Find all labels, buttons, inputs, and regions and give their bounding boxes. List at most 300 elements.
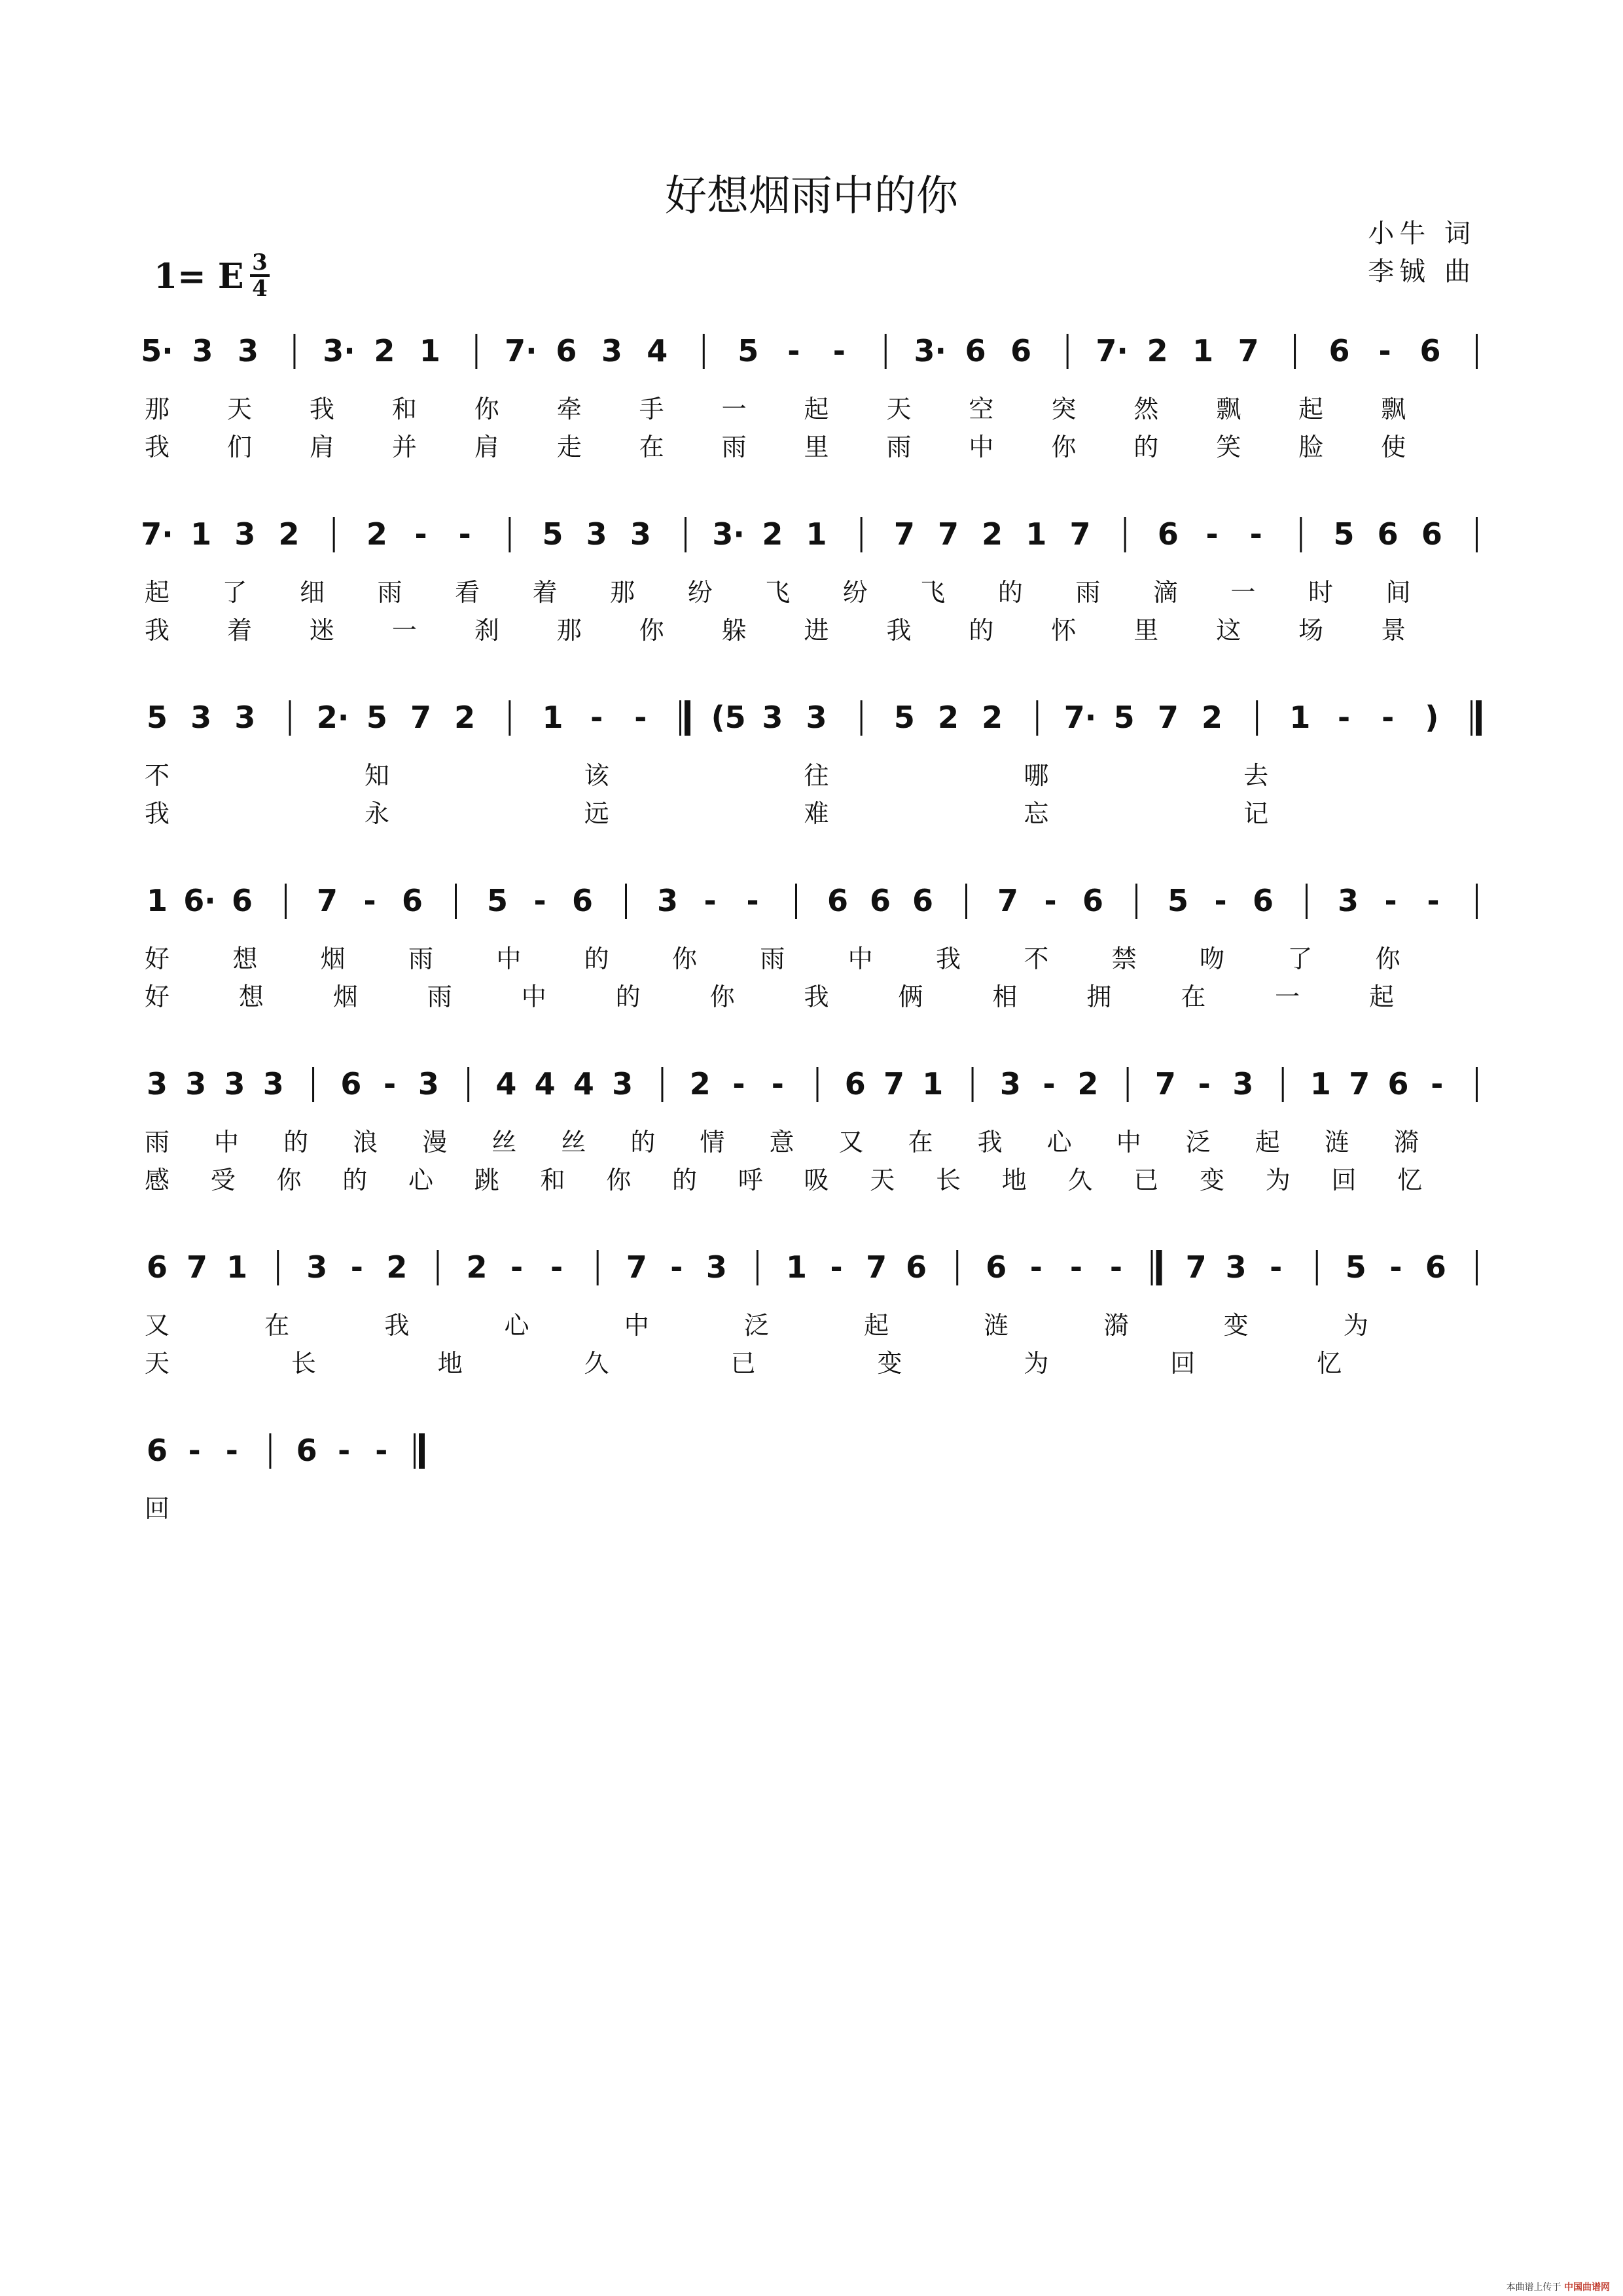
- key-signature: 1= E: [154, 257, 244, 296]
- lyric-char: 心: [504, 1311, 529, 1340]
- note: 1: [1192, 333, 1214, 368]
- barline: [1476, 1250, 1478, 1285]
- note: -: [634, 700, 647, 735]
- note: 6: [1377, 516, 1399, 552]
- note: ): [1425, 700, 1439, 735]
- lyric-char: 那: [145, 395, 170, 423]
- lyric-char: 了: [1287, 944, 1313, 973]
- lyric-char: 中: [624, 1311, 649, 1340]
- lyric-char: 变: [1223, 1311, 1249, 1340]
- lyric-char: 心: [1046, 1128, 1072, 1157]
- lyric-char: 该: [584, 761, 609, 790]
- barline: [293, 334, 295, 369]
- note: -: [225, 1433, 238, 1468]
- note: 6: [1329, 333, 1350, 368]
- lyric-char: 和: [391, 395, 417, 423]
- lyric-char: 起: [864, 1311, 889, 1340]
- barline: [685, 517, 687, 552]
- barline: [861, 700, 863, 736]
- lyric-char: 雨: [760, 944, 785, 973]
- note: 6: [146, 1249, 168, 1285]
- note: 1: [542, 700, 563, 735]
- lyric-char: 为: [1343, 1311, 1368, 1340]
- lyric-verse-1: [0, 389, 1623, 425]
- notation-row: [0, 699, 1623, 751]
- note: 6: [1157, 516, 1179, 552]
- lyric-char: 俩: [898, 982, 923, 1011]
- note: 6: [1419, 333, 1441, 368]
- lyric-char: 情: [700, 1128, 725, 1157]
- lyric-char: 们: [226, 433, 252, 461]
- lyric-char: 雨: [408, 944, 434, 973]
- note: -: [1214, 883, 1227, 918]
- lyric-char: 怀: [1051, 616, 1077, 645]
- lyric-char: 然: [1133, 395, 1159, 423]
- note: -: [830, 1249, 843, 1285]
- lyric-char: 长: [936, 1166, 961, 1194]
- lyric-char: 在: [639, 433, 664, 461]
- lyric-char: 好: [145, 944, 170, 973]
- lyric-char: 的: [672, 1166, 698, 1194]
- note: 3: [224, 1066, 245, 1102]
- note: 5: [366, 700, 387, 735]
- lyric-verse-1: [0, 755, 1623, 792]
- lyric-char: 雨: [377, 578, 402, 607]
- lyric-char: 飘: [1381, 395, 1406, 423]
- note: 5·: [141, 333, 173, 368]
- lyric-char: 的: [584, 944, 609, 973]
- note: 1: [785, 1249, 807, 1285]
- note: (5: [711, 700, 746, 735]
- notation-row: [0, 1249, 1623, 1301]
- note: 1: [806, 516, 827, 552]
- note: -: [1109, 1249, 1123, 1285]
- note: 5: [1345, 1249, 1366, 1285]
- note: 5: [542, 516, 563, 552]
- note: 6: [296, 1433, 317, 1468]
- note: 3: [999, 1066, 1021, 1102]
- note: 1: [922, 1066, 944, 1102]
- lyric-char: 着: [532, 578, 558, 607]
- note: 3: [190, 700, 212, 735]
- note: 3: [1225, 1249, 1247, 1285]
- lyric-char: 的: [1133, 433, 1159, 461]
- score-line: [0, 1432, 1623, 1641]
- notation-row: [0, 516, 1623, 568]
- lyric-char: 起: [1255, 1128, 1280, 1157]
- lyric-char: 烟: [332, 982, 358, 1011]
- note: 2: [982, 700, 1003, 735]
- lyric-verse-1: [0, 1488, 1623, 1525]
- score-line: [0, 1066, 1623, 1275]
- note: 3: [262, 1066, 284, 1102]
- note: 2: [278, 516, 300, 552]
- note: 7: [1185, 1249, 1207, 1285]
- lyric-char: 又: [145, 1311, 170, 1340]
- lyric-char: 景: [1381, 616, 1406, 645]
- lyric-char: 记: [1243, 799, 1269, 828]
- lyric-char: 躲: [721, 616, 747, 645]
- note: 3: [146, 1066, 168, 1102]
- lyric-char: 天: [226, 395, 252, 423]
- barline: [1282, 1067, 1284, 1102]
- lyric-char: 拥: [1086, 982, 1112, 1011]
- barline: [455, 884, 457, 919]
- lyric-char: 雨: [1075, 578, 1101, 607]
- barline: [861, 517, 863, 552]
- lyric-char: 你: [709, 982, 735, 1011]
- lyric-char: 飞: [920, 578, 946, 607]
- note: 3·: [712, 516, 745, 552]
- lyric-char: 一: [721, 395, 747, 423]
- lyric-char: 回: [1170, 1349, 1196, 1378]
- barline: [414, 1433, 425, 1469]
- time-signature-top: 3: [252, 249, 268, 276]
- lyric-char: 回: [1331, 1166, 1357, 1194]
- note: 1: [419, 333, 440, 368]
- lyric-char: 久: [584, 1349, 609, 1378]
- note: -: [670, 1249, 683, 1285]
- note: 5: [1113, 700, 1135, 735]
- barline: [817, 1067, 819, 1102]
- lyric-char: 的: [283, 1128, 309, 1157]
- lyric-char: 心: [408, 1166, 434, 1194]
- barline: [333, 517, 335, 552]
- note: 6: [1421, 516, 1442, 552]
- lyric-char: 刹: [474, 616, 499, 645]
- note: 1: [146, 883, 168, 918]
- lyric-char: 肩: [474, 433, 499, 461]
- note: 6: [1425, 1249, 1446, 1285]
- lyric-verse-2: [0, 427, 1623, 463]
- lyric-char: 牵: [556, 395, 582, 423]
- score-line: [0, 516, 1623, 725]
- note: 5: [486, 883, 508, 918]
- note: 2·: [316, 700, 349, 735]
- note: 6: [906, 1249, 927, 1285]
- note: -: [771, 1066, 784, 1102]
- barline: [885, 334, 887, 369]
- barline: [703, 334, 705, 369]
- lyric-char: 那: [556, 616, 582, 645]
- lyric-char: 为: [1265, 1166, 1291, 1194]
- lyric-char: 使: [1381, 433, 1406, 461]
- note: 3: [762, 700, 783, 735]
- note: 3: [1337, 883, 1359, 918]
- note: -: [1043, 1066, 1056, 1102]
- song-title: 好想烟雨中的你: [665, 172, 958, 221]
- note: -: [1069, 1249, 1082, 1285]
- note: 6: [869, 883, 891, 918]
- lyric-char: 起: [1298, 395, 1324, 423]
- lyric-char: 地: [437, 1349, 463, 1378]
- note: 3: [306, 1249, 328, 1285]
- lyric-char: 相: [992, 982, 1018, 1011]
- lyric-char: 迷: [309, 616, 334, 645]
- lyric-char: 天: [870, 1166, 895, 1194]
- lyric-char: 的: [997, 578, 1023, 607]
- score-line: [0, 1249, 1623, 1458]
- lyric-char: 天: [886, 395, 912, 423]
- lyric-char: 我: [384, 1311, 410, 1340]
- lyric-char: 我: [936, 944, 961, 973]
- lyric-char: 在: [908, 1128, 933, 1157]
- note: -: [1249, 516, 1262, 552]
- barline: [1476, 884, 1478, 919]
- barline: [437, 1250, 438, 1285]
- note: 3: [185, 1066, 207, 1102]
- lyric-char: 起: [145, 578, 170, 607]
- lyric-char: 场: [1298, 616, 1324, 645]
- lyric-char: 忆: [1397, 1166, 1423, 1194]
- lyric-char: 的: [342, 1166, 368, 1194]
- lyric-char: 雨: [721, 433, 747, 461]
- barline: [625, 884, 627, 919]
- barline: [679, 700, 690, 736]
- note: 5: [1333, 516, 1355, 552]
- lyric-char: 空: [969, 395, 994, 423]
- note: 7: [997, 883, 1019, 918]
- note: 6: [231, 883, 253, 918]
- lyric-verse-2: [0, 610, 1623, 647]
- lyric-verse-1: [0, 572, 1623, 609]
- note: 6: [965, 333, 986, 368]
- note: -: [1198, 1066, 1211, 1102]
- note: -: [1389, 1249, 1402, 1285]
- lyric-char: 已: [1133, 1166, 1159, 1194]
- lyric-char: 远: [584, 799, 609, 828]
- composer-credit: 李铖 曲: [1368, 257, 1476, 287]
- lyric-char: 中: [496, 944, 522, 973]
- lyric-verse-2: [0, 977, 1623, 1013]
- note: 6: [827, 883, 849, 918]
- note: 3: [656, 883, 679, 918]
- note: 7: [866, 1249, 887, 1285]
- lyric-char: 不: [145, 761, 170, 790]
- note: 3: [705, 1249, 727, 1285]
- lyric-char: 的: [969, 616, 994, 645]
- lyric-char: 我: [886, 616, 912, 645]
- note: -: [188, 1433, 201, 1468]
- note: -: [1382, 700, 1395, 735]
- lyric-char: 的: [630, 1128, 656, 1157]
- lyric-char: 你: [672, 944, 698, 973]
- footer-text: 本曲谱上传于: [1506, 2282, 1561, 2293]
- note: 1: [1026, 516, 1047, 552]
- lyric-char: 长: [291, 1349, 316, 1378]
- lyric-char: 里: [1133, 616, 1159, 645]
- lyric-char: 飘: [1216, 395, 1241, 423]
- barline: [1471, 700, 1482, 736]
- lyric-char: 起: [1369, 982, 1395, 1011]
- note: -: [458, 516, 471, 552]
- note: -: [1029, 1249, 1043, 1285]
- note: 5: [146, 700, 168, 735]
- lyric-char: 为: [1024, 1349, 1049, 1378]
- lyric-char: 漫: [422, 1128, 448, 1157]
- lyric-char: 在: [1181, 982, 1206, 1011]
- note: 4: [495, 1066, 517, 1102]
- note: -: [1270, 1249, 1283, 1285]
- note: -: [704, 883, 717, 918]
- note: -: [363, 883, 376, 918]
- note: 2: [386, 1249, 408, 1285]
- note: 3: [1232, 1066, 1254, 1102]
- barline: [1067, 334, 1069, 369]
- note: 2: [689, 1066, 711, 1102]
- credits: [1368, 215, 1476, 291]
- barline: [972, 1067, 974, 1102]
- barline: [508, 517, 510, 552]
- notation-row: [0, 1066, 1623, 1118]
- notation-row: [0, 332, 1623, 385]
- time-signature: [250, 251, 270, 300]
- lyric-char: 起: [804, 395, 829, 423]
- note: 5: [1167, 883, 1189, 918]
- note: 2: [1147, 333, 1168, 368]
- note: 3: [234, 700, 256, 735]
- lyric-verse-2: [0, 1343, 1623, 1380]
- note: 1: [190, 516, 212, 552]
- lyric-char: 了: [222, 578, 247, 607]
- lyric-char: 我: [145, 799, 170, 828]
- time-signature-bottom: 4: [252, 276, 268, 302]
- lyric-char: 的: [615, 982, 641, 1011]
- lyric-char: 中: [521, 982, 546, 1011]
- lyric-char: 里: [804, 433, 829, 461]
- note: -: [732, 1066, 745, 1102]
- barline: [1294, 334, 1296, 369]
- lyric-char: 涟: [1324, 1128, 1349, 1157]
- lyric-char: 久: [1067, 1166, 1093, 1194]
- lyric-char: 变: [877, 1349, 902, 1378]
- note: -: [1378, 333, 1391, 368]
- note: 7: [410, 700, 432, 735]
- note: 2: [762, 516, 783, 552]
- note: 7: [1157, 700, 1179, 735]
- note: 7: [1238, 333, 1259, 368]
- note: 6: [912, 883, 934, 918]
- lyric-char: 跳: [474, 1166, 499, 1194]
- lyric-char: 你: [639, 616, 664, 645]
- barline: [1135, 884, 1137, 919]
- score-line: [0, 699, 1623, 908]
- lyric-char: 细: [300, 578, 325, 607]
- barline: [597, 1250, 599, 1285]
- note: 3: [234, 516, 256, 552]
- note: 2: [1201, 700, 1223, 735]
- lyric-char: 忆: [1317, 1349, 1342, 1378]
- barline: [1256, 700, 1258, 736]
- note: -: [414, 516, 427, 552]
- note: 5: [893, 700, 915, 735]
- note: 6: [340, 1066, 362, 1102]
- note: 7: [1069, 516, 1091, 552]
- lyric-char: 想: [238, 982, 264, 1011]
- lyric-char: 丝: [561, 1128, 586, 1157]
- note: 6: [401, 883, 423, 918]
- lyric-char: 泛: [743, 1311, 769, 1340]
- note: -: [533, 883, 546, 918]
- barline: [1124, 517, 1126, 552]
- note: -: [350, 1249, 363, 1285]
- note: 7: [1154, 1066, 1176, 1102]
- lyric-char: 这: [1216, 616, 1241, 645]
- barline: [312, 1067, 314, 1102]
- note: 1: [226, 1249, 248, 1285]
- barline: [661, 1067, 663, 1102]
- note: 7: [937, 516, 959, 552]
- note: -: [338, 1433, 351, 1468]
- lyric-char: 一: [391, 616, 417, 645]
- note: -: [832, 333, 846, 368]
- lyric-verse-1: [0, 1122, 1623, 1158]
- lyric-char: 丝: [491, 1128, 517, 1157]
- note: -: [1431, 1066, 1444, 1102]
- barline: [269, 1433, 271, 1469]
- lyric-char: 进: [804, 616, 829, 645]
- footer-note: [1507, 2280, 1610, 2293]
- note: 2: [454, 700, 476, 735]
- lyric-char: 和: [540, 1166, 565, 1194]
- note: 6: [1387, 1066, 1409, 1102]
- note: 2: [1077, 1066, 1099, 1102]
- note: 2: [466, 1249, 488, 1285]
- lyric-char: 着: [226, 616, 252, 645]
- note: 3: [192, 333, 213, 368]
- lyric-char: 想: [232, 944, 258, 973]
- note: 7: [626, 1249, 647, 1285]
- notation-row: [0, 882, 1623, 935]
- note: 5: [738, 333, 759, 368]
- lyric-char: 中: [1116, 1128, 1141, 1157]
- note: 7·: [1096, 333, 1128, 368]
- lyric-char: 回: [145, 1494, 170, 1523]
- lyric-char: 雨: [145, 1128, 170, 1157]
- barline: [1306, 884, 1308, 919]
- note: 7·: [141, 516, 173, 552]
- barline: [467, 1067, 469, 1102]
- note: 4: [647, 333, 668, 368]
- lyric-char: 知: [364, 761, 389, 790]
- lyric-char: 中: [847, 944, 873, 973]
- note: -: [1205, 516, 1219, 552]
- barline: [1476, 1067, 1478, 1102]
- notation-row: [0, 1432, 1623, 1484]
- footer-brand: 中国曲谱网: [1564, 2282, 1610, 2293]
- lyric-char: 飞: [765, 578, 791, 607]
- note: 3: [612, 1066, 633, 1102]
- lyric-verse-1: [0, 1305, 1623, 1342]
- note: 6·: [183, 883, 216, 918]
- lyric-verse-2: [0, 793, 1623, 830]
- note: 2: [374, 333, 395, 368]
- note: -: [550, 1249, 563, 1285]
- lyric-char: 纷: [687, 578, 713, 607]
- lyric-char: 已: [730, 1349, 756, 1378]
- barline: [1316, 1250, 1318, 1285]
- barline: [289, 700, 291, 736]
- note: 6: [571, 883, 594, 918]
- barline: [1476, 517, 1478, 552]
- lyric-char: 滴: [1152, 578, 1178, 607]
- note: 3: [418, 1066, 439, 1102]
- lyric-char: 雨: [886, 433, 912, 461]
- barline: [508, 700, 510, 736]
- note: -: [787, 333, 800, 368]
- note: -: [1427, 883, 1440, 918]
- note: 6: [1082, 883, 1104, 918]
